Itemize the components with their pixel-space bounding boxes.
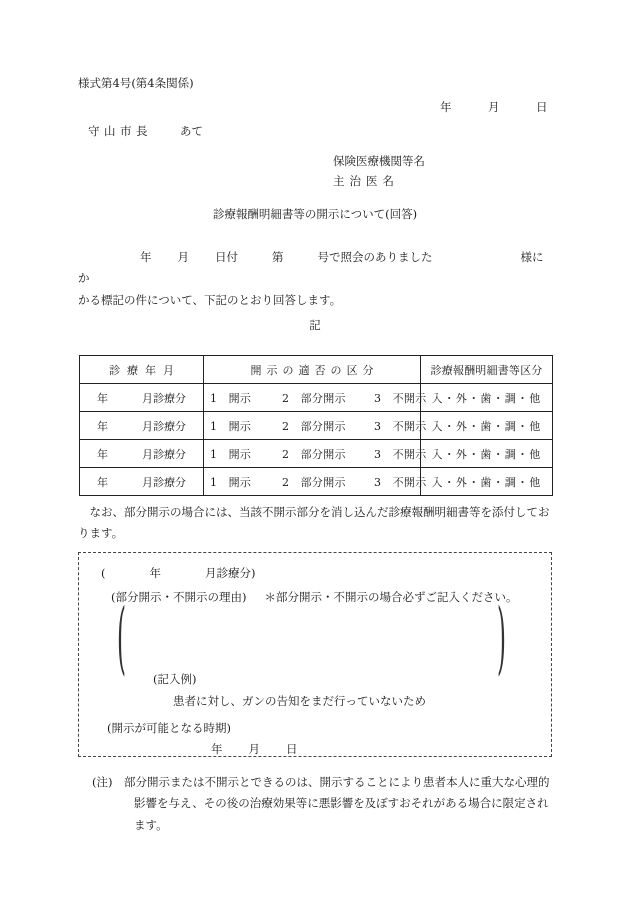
header-treatment-period: 診療年月 [80,356,204,384]
table-row [80,440,553,468]
table-note: なお、部分開示の場合には、当該不開示部分を消し込んだ診療報酬明細書等を添付しております。 [78,505,550,541]
reason-label-line [111,589,517,605]
header-statement-type: 診療報酬明細書等区分 [421,356,553,384]
option-partial-disclose[interactable]: 2 部分開示 [282,419,346,433]
option-no-disclose[interactable]: 3 不開示 [374,475,427,489]
table-header-row [80,356,553,384]
reason-entry-box [78,552,552,757]
body-dai: 第 [272,250,284,264]
disclosure-table [79,355,553,496]
option-partial-disclose[interactable]: 2 部分開示 [282,391,346,405]
example-text: 患者に対し、ガンの告知をまだ行っていないため [173,694,426,708]
date-line-header: 年 月 日 [440,100,548,114]
cell-treatment-period[interactable] [80,412,204,440]
cell-statement-type[interactable]: 入・外・歯・調・他 [421,468,553,496]
header-disclosure-category: 開示の適否の区分 [204,356,421,384]
period-month: 月診療分 [142,475,186,489]
footnote-body [92,772,554,836]
form-number: 様式第4号(第4条関係) [78,76,194,90]
reason-period-month: 月診療分) [205,566,256,580]
period-month: 月診療分 [142,391,186,405]
option-no-disclose[interactable]: 3 不開示 [374,391,427,405]
option-no-disclose[interactable]: 3 不開示 [374,447,427,461]
footnote-text: 部分開示または不開示とできるのは、開示することにより患者本人に重大な心理的影響を与え、その後の治療効果等に悪影響を及ぼすおそれがある場合に限定されます。 [112,775,550,832]
body-line2: かる標記の件について、下記のとおり回答します。 [78,292,342,307]
timing-year: 年 [211,742,223,756]
option-no-disclose[interactable]: 3 不開示 [374,419,427,433]
cell-statement-type[interactable]: 入・外・歯・調・他 [421,440,553,468]
period-month: 月診療分 [142,419,186,433]
cell-treatment-period[interactable] [80,384,204,412]
addressee-suffix: あて [180,124,203,138]
table-row [80,468,553,496]
footnote [92,772,554,836]
cell-disclosure-options[interactable] [204,468,427,496]
table-row [80,384,553,412]
period-year: 年 [97,447,108,461]
period-month: 月診療分 [142,447,186,461]
body-paragraph [78,247,552,311]
cell-disclosure-options[interactable] [204,412,427,440]
cell-disclosure-options[interactable] [204,384,427,412]
doctor-name-label: 主治医名 [333,174,399,188]
timing-label: (開示が可能となる時期) [107,721,231,735]
reason-period-line [101,565,256,581]
timing-date-line[interactable] [211,741,298,757]
cell-treatment-period[interactable] [80,440,204,468]
body-gou: 号で照会のありました [317,250,433,264]
period-year: 年 [97,475,108,489]
timing-month: 月 [248,742,260,756]
option-disclose[interactable]: 1 開示 [210,419,252,433]
reason-bracket-right: ) [497,596,506,685]
period-year: 年 [97,419,108,433]
option-partial-disclose[interactable]: 2 部分開示 [282,447,346,461]
period-year: 年 [97,391,108,405]
reason-label: (部分開示・不開示の理由) [111,590,247,604]
reason-open-paren: ( [101,566,106,580]
cell-statement-type[interactable]: 入・外・歯・調・他 [421,412,553,440]
footnote-marker: (注) [92,775,113,789]
addressee-line [88,126,203,138]
option-disclose[interactable]: 1 開示 [210,447,252,461]
reason-bracket-left: ( [117,596,126,685]
body-day: 日付 [215,250,238,264]
cell-treatment-period[interactable] [80,468,204,496]
body-year: 年 [140,250,152,264]
option-disclose[interactable]: 1 開示 [210,391,252,405]
cell-statement-type[interactable]: 入・外・歯・調・他 [421,384,553,412]
page-title: 診療報酬明細書等の開示について(回答) [212,207,418,221]
reason-note: ＊部分開示・不開示の場合必ずご記入ください。 [264,590,518,604]
reason-period-year: 年 [149,566,161,580]
body-sama: 様にか [78,250,544,286]
cell-disclosure-options[interactable] [204,440,427,468]
option-disclose[interactable]: 1 開示 [210,475,252,489]
addressee-name: 守山市長 [88,124,152,138]
body-month: 月 [177,250,189,264]
option-partial-disclose[interactable]: 2 部分開示 [282,475,346,489]
example-label: (記入例) [153,672,197,686]
timing-day: 日 [286,742,298,756]
table-row [80,412,553,440]
ki-marker: 記 [309,318,321,332]
institution-name-label: 保険医療機関等名 [333,154,425,168]
